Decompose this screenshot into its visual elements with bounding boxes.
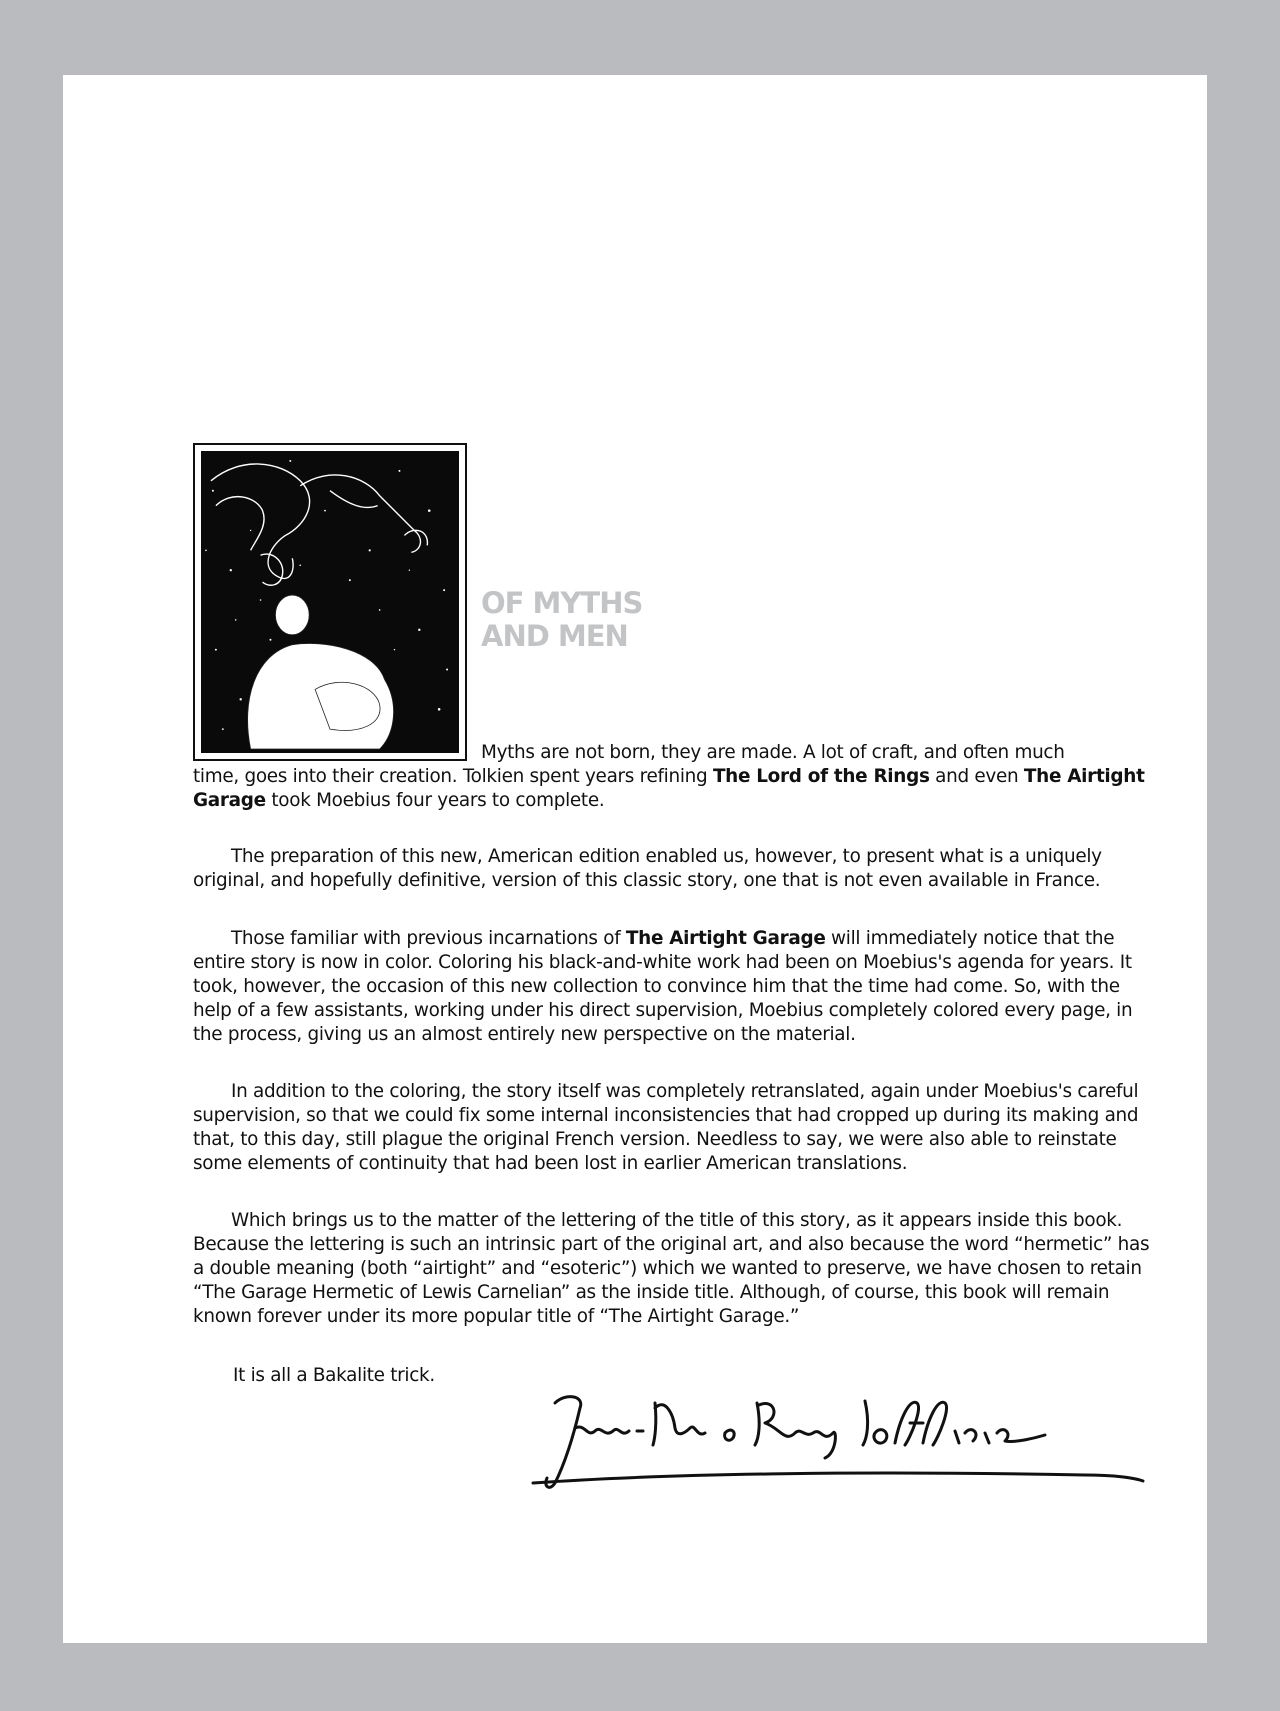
illustration-frame — [193, 443, 467, 761]
p3-text-a: Those familiar with previous incarnations of — [231, 928, 626, 949]
paragraph-3 — [193, 927, 1153, 1047]
page — [63, 75, 1207, 1643]
paragraph-4: In addition to the coloring, the story itself was completely retranslated, again under Moebius's careful supervision, so that we could fix some internal inconsistencies that had cropped up during its making and that, to this day, still plague the original French version. Needless to say, we were also able to reinstate some elements of continuity that had been lost in earlier American translations. — [193, 1081, 1139, 1174]
title-line-2: AND MEN — [481, 619, 628, 653]
intro-rest-b: and even — [929, 766, 1024, 787]
p3-text-b: will immediately notice that the entire story is now in color. Coloring his black-and-white work had been on Moebius's agenda for years. It took, however, the occasion of this new collection to convince him that the time had come. So, with the help of a few assistants, working under his direct supervision, Moebius completely colored every page, in the process, giving us an almost entirely new perspective on the material. — [193, 928, 1133, 1045]
intro-first-line: Myths are not born, they are made. A lot of craft, and often much — [481, 742, 1065, 763]
p3-bold-title: The Airtight Garage — [625, 928, 826, 949]
intro-rest-a: time, goes into their creation. Tolkien spent years refining — [193, 766, 713, 787]
title-line-1: OF MYTHS — [481, 586, 643, 620]
closing-line: It is all a Bakalite trick. — [233, 1365, 435, 1386]
page-title — [481, 587, 642, 653]
paragraph-5: Which brings us to the matter of the lettering of the title of this story, as it appears inside this book. Because the lettering is such an intrinsic part of the original art, and also because the word “hermetic” has a double meaning (both “airtight” and “esoteric”) which we wanted to preserve, we have chosen to retain “The Garage Hermetic of Lewis Carnelian” as the inside title. Although, of course, this book will remain known forever under its more popular title of “The Airtight Garage.” — [193, 1210, 1150, 1327]
bold-title-lotr: The Lord of the Rings — [712, 766, 930, 787]
bold-title-garage: The Airtight Garage — [193, 766, 1145, 811]
intro-paragraph — [193, 741, 1153, 813]
intro-rest-c: took Moebius four years to complete. — [265, 790, 605, 811]
cosmic-figures-illustration — [201, 451, 459, 753]
paragraph-2: The preparation of this new, American edition enabled us, however, to present what is a uniquely original, and hopefully definitive, version of this classic story, one that is not even available in France. — [193, 846, 1102, 891]
signature — [525, 1383, 1147, 1493]
